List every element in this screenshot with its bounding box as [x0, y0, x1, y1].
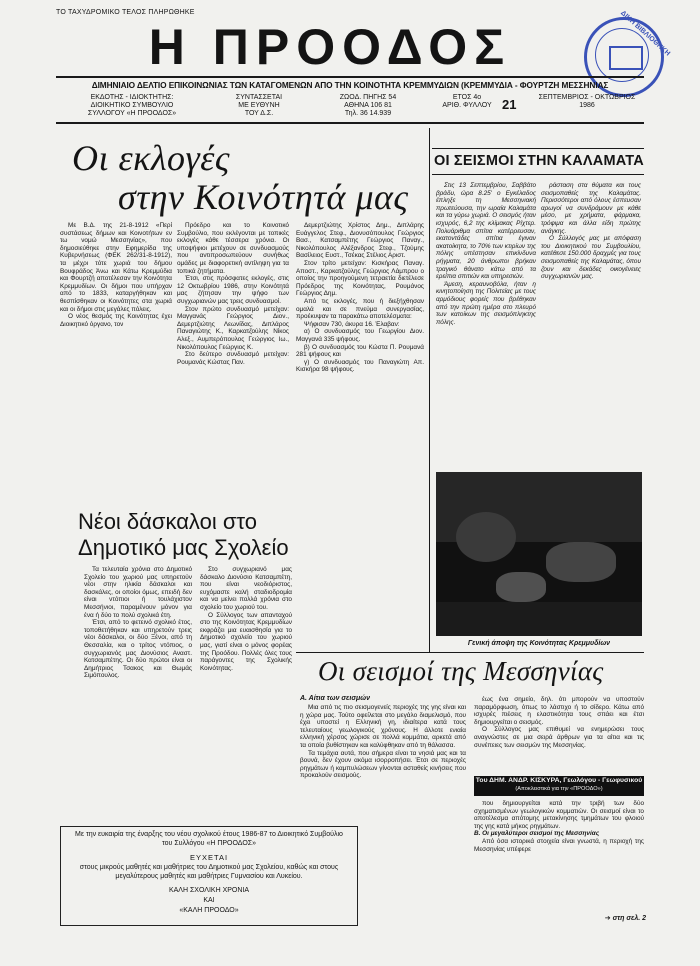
continued-text: στη σελ. 2 — [612, 915, 646, 922]
paragraph: που δημιουργείται κατά την τριβή των δύο σχηματισμένων γεωλογικών κομματιών. Οι σεισμοί είναι το αποτέλεσμα απότομης μετακίνησης τμημάτων του φλοιού της γης κατά μήκος ρηγμάτων. — [474, 800, 644, 830]
issue-number: 21 — [502, 97, 517, 112]
kalamata-headline: ΟΙ ΣΕΙΣΜΟΙ ΣΤΗΝ ΚΑΛΑΜΑΤΑ — [434, 153, 644, 169]
village-photo — [436, 472, 642, 636]
column-divider — [429, 128, 430, 652]
kalamata-col-1 — [436, 182, 536, 468]
editor-block — [224, 94, 294, 118]
author-name: Του ΔΗΜ. ΑΝΔΡ. ΚΙΣΚΥΡΑ, Γεωλόγου - Γεωφυσικού — [475, 777, 643, 784]
paragraph: Στο δεύτερο συνδυασμό μετείχαν: Ρουμανάς Κώστας Παν. — [177, 351, 289, 366]
messinia-rule — [296, 652, 644, 653]
issue-line: ΕΤΟΣ 4ο — [452, 94, 482, 101]
announcement-sign-2: ΚΑΙ — [203, 897, 215, 904]
date-line: 1986 — [579, 102, 595, 109]
address-line: ΑΘΗΝΑ 106 81 — [344, 102, 392, 109]
issue-block — [432, 94, 502, 110]
section-heading: Β. Οι μεγαλύτεροι σεισμοί της Μεσσηνίας — [474, 830, 600, 838]
paragraph: Από τις εκλογές, που ή διεξήχθησαν ομαλά και σε πνεύμα συνεργασίας, προέκυψαν τα παρακάτω αποτελέσματα: — [296, 297, 424, 321]
postal-note: ΤΟ ΤΑΧΥΔΡΟΜΙΚΟ ΤΕΛΟΣ ΠΛΗΡΩΘΗΚΕ — [56, 9, 195, 16]
announcement-sign-1: ΚΑΛΗ ΣΧΟΛΙΚΗ ΧΡΟΝΙΑ — [168, 887, 250, 894]
paragraph: Άμεση, κεραυνοβόλα, ήταν η κινητοποίηση της Πολιτείας με τους αρμόδιους φορείς που βρέθηκαν από την πρώτη ημέρα στο πλευρό των κατοίκων της σεισμόπληκτης πόλης. — [436, 280, 536, 326]
kalamata-col-2 — [541, 182, 641, 468]
paragraph: α) Ο συνδυασμός του Γεωργίου Διον. Μαγγανά 335 ψήφους. — [296, 328, 424, 343]
paragraph: Ψήφισαν 730, άκυρα 16. Έλαβαν: — [304, 320, 400, 328]
masthead-subtitle: ΔΙΜΗΝΙΑΙΟ ΔΕΛΤΙΟ ΕΠΙΚΟΙΝΩΝΙΑΣ ΤΩΝ ΚΑΤΑΓΟΜΕΝΩΝ ΑΠΟ ΤΗΝ ΚΟΙΝΟΤΗΤΑ ΚΡΕΜΜΥΔΙΩΝ (ΚΡΕΜΜΥΔΙΑ - ΦΟΥΡΤΖΗ ΜΕΣΣΗΝΙΑΣ — [91, 80, 609, 90]
elections-headline-1: Οι εκλογές — [72, 138, 231, 178]
issue-line: ΑΡΙΘ. ΦΥΛΛΟΥ — [442, 102, 492, 109]
kalamata-bottom-rule — [432, 174, 644, 175]
paragraph: Έτσι, από το φετεινό σχολικό έτος, τοποθετήθηκαν και υπηρετούν τρεις νέοι δάσκαλοι, οι δύο Ξένοι, από τη Θεσσαλία, και ο τρίτος ντόπιος, ο συγχωριανός μας Διονύσιος Αναστ. Κατσαμπέτης. Οι δύο πρώτοι είναι οι Δημήτριος Τσακος και Θωμάς Σιμόπουλος. — [84, 619, 192, 680]
announcement-body: στους μικρούς μαθητές και μαθήτριες του Δημοτικού μας Σχολείου, καθώς και στους μεγαλύτερους μαθητές και μαθήτριες Γυμνασίου και Λυκείου. — [79, 864, 339, 880]
announcement-title: ΕΥΧΕΤΑΙ — [189, 853, 229, 862]
paragraph: Με Β.Δ. της 21-8-1912 «Περί συστάσεως δήμων και Κοινοτήτων εν τω νομώ Μεσσηνίας», που δημοσιεύθηκε στην Εφημερίδα της Κυβερνήσεως (ΦΕΚ 262/31-8-1912), τα μέχρι τότε χωριά του δήμου Βουφράδος Άνω και Κάτω Κρεμμύδια και Φουρτζή αποτέλεσαν την Κοινότητα Κρεμμυδίων. Οι δήμοι που υπήρχαν από το 1833, καταργήθηκαν και θεσπίσθηκαν οι Κοινότητες στα χωριά και οι δήμοι στις μεγάλες πόλεις. — [60, 222, 172, 313]
paragraph: Ο νέος θεσμός της Κοινότητας έχει Διοικητικό όργανο, τον — [60, 313, 172, 328]
teachers-headline-1: Νέοι δάσκαλοι στο — [78, 509, 258, 534]
paragraph: Από όσα ιστορικά στοιχεία είναι γνωστά, η περιοχή της Μεσσηνίας υπέφερε — [474, 837, 644, 853]
paragraph: Στον πρώτο συνδυασμό μετείχαν: Μαγγανάς Γεώργιος Διον., Δεμερτζιώτης Λεωνίδας, Διπλάρος Παναγιώτης Κ., Καρκατζούλης Νίκος Αλεξ., Αυμπερόπουλος Γεώργιος Ιω., Νικολόπουλος Γεώργιος Κ. — [177, 305, 289, 351]
messinia-col-2-top — [474, 696, 644, 772]
paragraph: Ο Σύλλογος των απανταχού στο της Κοινότητας Κρεμμυδίων εκφράζει μια ευαισθησία για το Δημοτικό σχολείο του χωριού μας, γιατί είναι ο μόνος φορέας της Προόδου. Πολλές όλες τους παράγοντες της Σχολικής Κοινότητας. — [200, 611, 292, 672]
teachers-headline-2: Δημοτικό μας Σχολείο — [78, 535, 289, 560]
messinia-col-2-bottom — [474, 800, 644, 912]
teachers-col-2 — [200, 566, 292, 806]
paragraph: Δεμερτζιώτης Χρίστος Δημ., Διπλάρης Ευάγγελος Στεφ., Διονυσόπουλος Γεώργιος Βασ., Κατσαμπέτης Γεώργιος Παναγ., Νικολόπουλος Αλέξανδρος Στεφ., Τζούμης Βασίλειος Ευστ., Τσέκας Στέλιος Αριστ. — [296, 222, 424, 260]
announcement-intro: Με την ευκαιρία της έναρξης του νέου σχολικού έτους 1986-87 το Διοικητικό Συμβούλιο του Συλλόγου «Η ΠΡΟΟΔΟΣ» — [75, 831, 343, 847]
elections-col-1 — [60, 222, 172, 514]
kalamata-top-rule — [432, 148, 644, 149]
author-box — [474, 776, 644, 796]
masthead-bottom-rule — [56, 122, 644, 124]
paragraph: Στις 13 Σεπτεμβρίου, Σαββάτο βράδυ, ώρα 8.25' ο Εγκέλαδος έπληξε τη Μεσσηνιακή πρωτεύουσα, την ωραία Καλαμάτα και τα γύρω χωριά. Ο σεισμός ήταν ισχυρός, 6,2 της κλίμακας Ρίχτερ. Πολυάριθμα σπίτια κατέρρευσαν, εκατοντάδες σπίτια έγιναν ακατοίκητα, το 70% των κτιρίων της πόλης υπέστησαν επικίνδυνα ρήγματα, 20 άνθρωποι βρήκαν τραγικό θάνατο κάτω από τα ερείπια σπιτιών και υπηρεσιών. — [436, 182, 536, 281]
messinia-subhead: Α. Αίτια των σεισμών — [300, 695, 370, 702]
paragraph: Στον τρίτο μετείχαν: Κισκήρας Παναγ. Αποστ., Καρκατζούλης Γεώργιος Λάμπρου ο οποίος την προηγούμενη τετραετία διετέλεσε Πρόεδρος της Κοινότητας, Ρουμάνος Γεώργιος Δημ. — [296, 259, 424, 298]
paragraph: Τα τελευταία χρόνια στο Δημοτικό Σχολείο του χωριού μας υπηρετούν νέοι στην ηλικία δάσκαλοι και δασκάλες, οι οποίοι όμως, επειδή δεν είναι ντόπιοι ή τουλάχιστον Μεσσήνιοι, παραμένουν μόνον για ένα ή δύο το πολύ σχολικά έτη. — [84, 566, 192, 619]
paragraph: έως ένα σημείο, δηλ. ότι μπορούν να υποστούν παραμόρφωση, όπως το λάστιχο ή το σίδερο. Κάτω από ισχυρές πιέσεις η ελαστικότητα τους σπάει και έτσι δημιουργείται ο σεισμός. — [474, 696, 644, 726]
photo-caption: Γενική άποψη της Κοινότητας Κρεμμυδίων — [467, 640, 611, 647]
messinia-col-1 — [300, 704, 466, 922]
messinia-headline: Οι σεισμοί της Μεσσηνίας — [318, 656, 604, 686]
spacer — [294, 508, 295, 516]
address-block — [326, 94, 410, 118]
paragraph: Έτσι, στις πρόσφατες εκλογές, στις 12 Οκτωβρίου 1986, στην Κοινότητά μας ζήτησαν την ψήφο των συγχωριανών μας τρεις συνδυασμοί. — [177, 275, 289, 305]
elections-headline-2: στην Κοινότητά μας — [118, 177, 409, 217]
date-block — [530, 94, 644, 110]
date-line: ΣΕΠΤΕΜΒΡΙΟΣ - ΟΚΤΩΒΡΙΟΣ — [538, 94, 636, 101]
paragraph: Στο συγχωριανό μας δάσκαλο Διονύσιο Κατσαμπέτη, που είναι νεοδιόριστος, ευχόμαστε καλή σταδιοδρομία και να μείνει πολλά χρόνια στο σχολείο του χωριού του. — [200, 566, 292, 611]
continued-note — [592, 914, 646, 922]
paragraph: ράσταση στα θύματα και τους σεισμοπαθείς της Καλαμάτας. Περισσότεροι από όλους έσπευσαν αρωγοί να συνδράμουν με κάθε μέσο, με χρήματα, φάρμακα, τρόφιμα και άλλα είδη πρώτης ανάγκης. — [541, 182, 641, 235]
paragraph: Τα τεμάχια αυτά, που σήμερα είναι τα νησιά μας και τα βουνά, δεν έχουν ακόμα ισορροπήσει. Έτσι σε περιοχές ρηγμάτων ή καμπυλώσεων γίνονται ασταθείς κινήσεις που προκαλούν σεισμούς. — [300, 749, 466, 780]
elections-col-2 — [177, 222, 289, 514]
editor-line: ΣΥΝΤΑΣΣΕΤΑΙ — [235, 94, 283, 101]
address-line: Τηλ. 36 14.939 — [344, 110, 392, 117]
author-note: (Αποκλειστικά για την «ΠΡΟΟΔΟ») — [515, 786, 603, 792]
publisher-line: ΕΚΔΟΤΗΣ - ΙΔΙΟΚΤΗΤΗΣ: — [90, 94, 174, 101]
paragraph: Μια από τις πιο σεισμογενείς περιοχές της γης είναι και η χώρα μας. Τούτο οφείλεται στο μεγάλο διαμελισμό, που έχει υποστεί η Ελληνική γη, ιδιαίτερα κατά τους τελευταίους γεωλογικούς χρόνους. Η άλλοτε ενιαία ελληνική χέρσος χώρισε σε πολλά κομμάτια, αρκετά από τα οποία βυθίστηκαν και καλύφθηκαν από τη θάλασσα. — [300, 704, 466, 749]
paragraph: γ) Ο συνδυασμός του Παναγιώτη Απ. Κισκήρα 98 ψήφους. — [296, 358, 424, 374]
publisher-line: ΣΥΛΛΟΓΟΥ «Η ΠΡΟΟΔΟΣ» — [87, 110, 177, 117]
book-icon — [609, 46, 643, 70]
paragraph: β) Ο συνδυασμός του Κώστα Π. Ρουμανά 281 ψήφους και — [296, 343, 424, 359]
editor-line: ΜΕ ΕΥΘΥΝΗ — [238, 102, 280, 109]
paragraph: Ο Σύλλογός μας με απόφαση του Διοικητικού του Συμβουλίου, κατέθεσε 150.000 δραχμές για τους σεισμοπαθείς της Καλαμάτας, όπου ζουν και δεκάδες οικογένειες συγχωριανών μας. — [541, 235, 641, 281]
address-line: ΖΩΟΔ. ΠΗΓΗΣ 54 — [339, 94, 397, 101]
paragraph: Πρόεδρο και το Κοινοτικό Συμβούλιο, που εκλέγονται με τοπικές εκλογές κάθε τέσσερα χρόνια. Οι υποψήφιοι μετέχουν σε συνδυασμούς που αντιπροσωπεύουν συνήθως ομάδες με διαφορετική αντίληψη για τα τοπικά ζητήματα. — [177, 222, 289, 275]
masthead-title: Η ΠΡΟΟΔΟΣ — [148, 19, 512, 75]
editor-line: ΤΟΥ Δ.Σ. — [244, 110, 274, 117]
masthead-rule — [56, 76, 644, 78]
publisher-block — [76, 94, 188, 118]
stamp-text: ΔΙΚΗ ΒΙΒΛΙΟΘΗΚΗ — [619, 9, 672, 58]
paragraph: Ο Σύλλογος μας επιθυμεί να ενημερώσει τους αναγνώστες σε μια σειρά άρθρων για τα αίτια και τις συνέπειες των σεισμών της Μεσσηνίας. — [474, 726, 644, 749]
publisher-line: ΔΙΟΙΚΗΤΙΚΟ ΣΥΜΒΟΥΛΙΟ — [90, 102, 174, 109]
teachers-col-1 — [84, 566, 192, 806]
arrow-icon: ➔ — [604, 915, 613, 922]
announcement-sign-3: «ΚΑΛΗ ΠΡΟΟΔΟ» — [179, 907, 239, 914]
